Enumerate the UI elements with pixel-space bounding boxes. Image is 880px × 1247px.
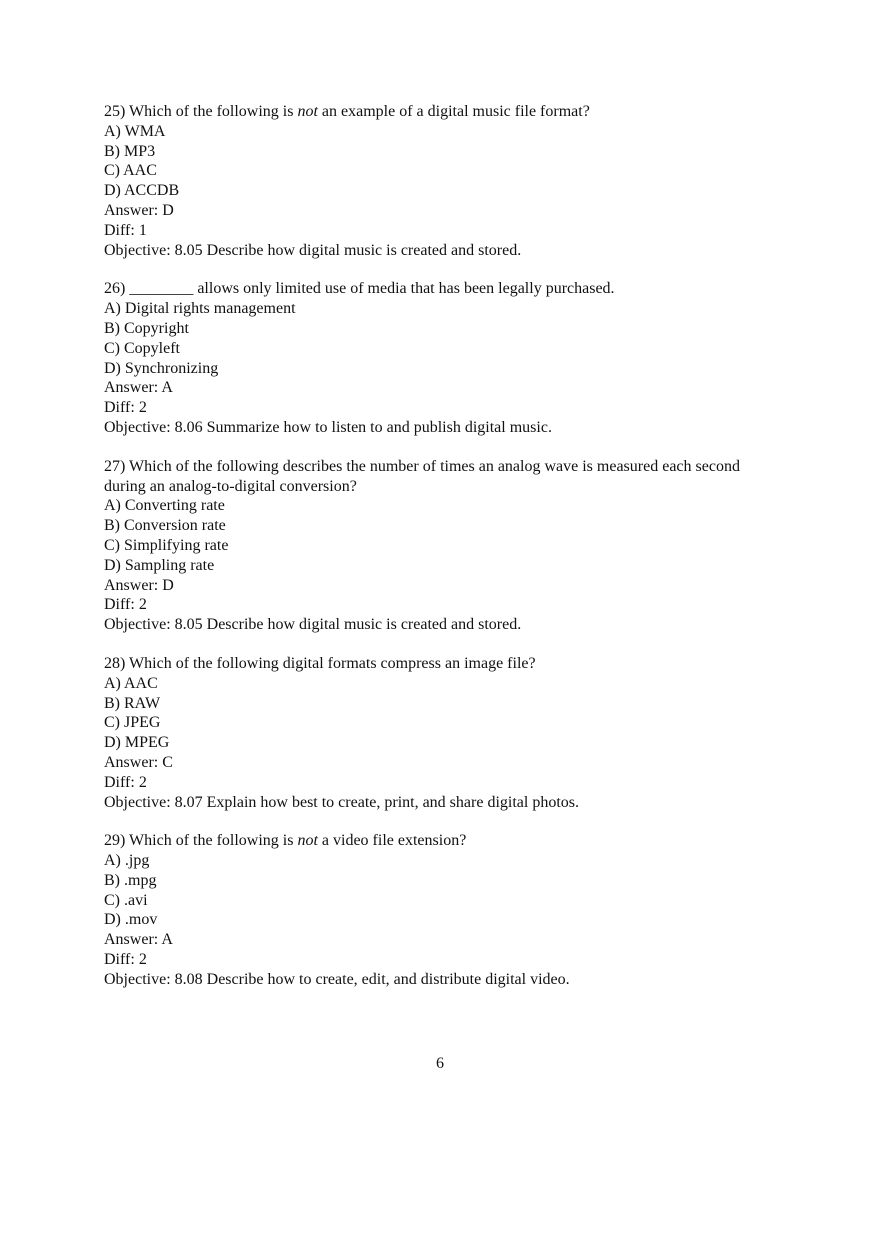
question-28 [104,654,784,812]
objective: Objective: 8.08 Describe how to create, edit, and distribute digital video. [104,970,570,988]
question-29 [104,831,784,989]
objective: Objective: 8.07 Explain how best to create, print, and share digital photos. [104,793,579,811]
stem-text: 28) Which of the following digital formats compress an image file? [104,654,536,672]
option-b: B) RAW [104,694,161,712]
stem-text: 29) Which of the following is [104,832,298,850]
objective: Objective: 8.05 Describe how digital music is created and stored. [104,241,522,259]
option-c: C) Simplifying rate [104,536,229,554]
stem-text: a video file extension? [317,832,467,850]
option-a: A) Converting rate [104,497,225,515]
stem-text: 25) Which of the following is [104,103,298,120]
difficulty: Diff: 1 [104,221,147,239]
answer: Answer: A [104,379,173,397]
answer: Answer: D [104,576,174,594]
option-c: C) AAC [104,162,157,180]
objective: Objective: 8.06 Summarize how to listen to and publish digital music. [104,418,552,436]
question-25 [104,102,784,260]
difficulty: Diff: 2 [104,399,147,417]
stem-text: an example of a digital music file format? [317,103,590,120]
stem-text: 26) ________ allows only limited use of media that has been legally purchased. [104,280,615,298]
difficulty: Diff: 2 [104,773,147,791]
objective: Objective: 8.05 Describe how digital music is created and stored. [104,616,522,634]
answer: Answer: C [104,753,173,771]
question-26 [104,279,784,437]
option-b: B) Conversion rate [104,517,226,535]
option-d: D) Sampling rate [104,556,215,574]
option-c: C) Copyleft [104,339,180,357]
answer: Answer: D [104,201,174,219]
difficulty: Diff: 2 [104,596,147,614]
question-stem [104,654,784,674]
option-c: C) JPEG [104,714,161,732]
question-27 [104,457,784,635]
question-page [104,102,784,1009]
option-d: D) .mov [104,911,158,929]
question-stem [104,279,784,299]
option-a: A) AAC [104,674,158,692]
question-stem [104,831,784,851]
option-a: A) Digital rights management [104,300,296,318]
stem-emphasis: not [297,832,318,850]
question-stem [104,102,784,122]
option-d: D) MPEG [104,734,170,752]
option-b: B) Copyright [104,319,189,337]
difficulty: Diff: 2 [104,951,147,969]
option-c: C) .avi [104,891,148,909]
option-d: D) Synchronizing [104,359,219,377]
page-number: 6 [436,1055,444,1072]
answer: Answer: A [104,931,173,949]
stem-text: 27) Which of the following describes the number of times an analog wave is measured each second during an analog-to-digital conversion? [104,457,740,495]
question-stem [104,457,784,497]
option-a: A) WMA [104,122,166,140]
option-d: D) ACCDB [104,182,180,200]
option-b: B) MP3 [104,142,156,160]
stem-emphasis: not [297,103,318,120]
option-b: B) .mpg [104,871,157,889]
option-a: A) .jpg [104,852,150,870]
